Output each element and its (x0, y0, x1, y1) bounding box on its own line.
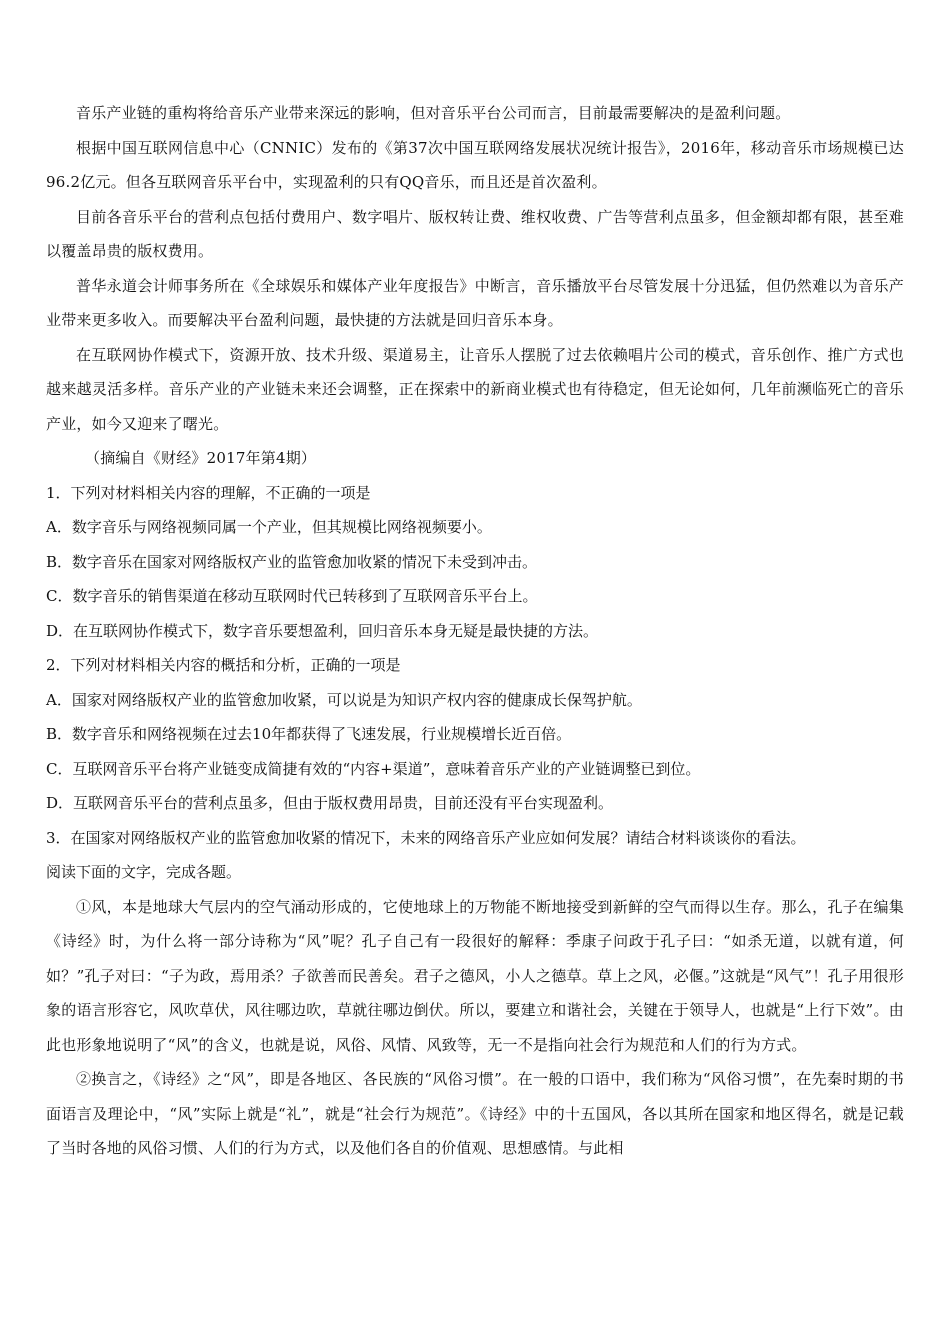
paragraph: 在互联网协作模式下，资源开放、技术升级、渠道易主，让音乐人摆脱了过去依赖唱片公司的模式，音乐创作、推广方式也越来越灵活多样。音乐产业的产业链未来还会调整，正在探索中的新商业模式也有待稳定，但无论如何，几年前濒临死亡的音乐产业，如今又迎来了曙光。 (46, 345, 904, 433)
option-c: C．数字音乐的销售渠道在移动互联网时代已转移到了互联网音乐平台上。 (46, 587, 538, 605)
option-d: D．在互联网协作模式下，数字音乐要想盈利，回归音乐本身无疑是最快捷的方法。 (46, 621, 599, 640)
paragraph: 根据中国互联网信息中心（CNNIC）发布的《第37次中国互联网络发展状况统计报告》，2016年，移动音乐市场规模已达96.2亿元。但各互联网音乐平台中，实现盈利的只有QQ音乐，而且还是首次盈利。 (46, 138, 904, 191)
option-c: C．互联网音乐平台将产业链变成简捷有效的“内容+渠道”，意味着音乐产业的产业链调整已到位。 (46, 759, 701, 778)
option-b: B．数字音乐和网络视频在过去10年都获得了飞速发展，行业规模增长近百倍。 (46, 725, 572, 743)
option-a: A．数字音乐与网络视频同属一个产业，但其规模比网络视频要小。 (46, 518, 492, 536)
question-3 (46, 821, 904, 856)
passage-paragraph-1: ①风，本是地球大气层内的空气涌动形成的，它使地球上的万物能不断地接受到新鲜的空气而得以生存。那么，孔子在编集《诗经》时，为什么将一部分诗称为“风”呢？孔子自己有一段很好的解释：季康子问政于孔子曰：“如杀无道，以就有道，何如？”孔子对曰：“子为政，焉用杀？子欲善而民善矣。君子之德风，小人之德草。草上之风，必偃。”这就是“风气”！孔子用很形象的语言形容它，风吹草伏，风往哪边吹，草就往哪边倒伏。所以，要建立和谐社会，关键在于领导人，也就是“上行下效”。由此也形象地说明了“风”的含义，也就是说，风俗、风情、风致等，无一不是指向社会行为规范和人们的行为方式。 (46, 897, 904, 1054)
question-1 (46, 476, 904, 649)
paragraph: 目前各音乐平台的营利点包括付费用户、数字唱片、版权转让费、维权收费、广告等营利点虽多，但金额却都有限，甚至难以覆盖昂贵的版权费用。 (46, 207, 904, 260)
reading-instruction: 阅读下面的文字，完成各题。 (46, 863, 242, 881)
question-stem: 1．下列对材料相关内容的理解，不正确的一项是 (46, 483, 371, 502)
question-stem: 3．在国家对网络版权产业的监管愈加收紧的情况下，未来的网络音乐产业应如何发展？请结合材料谈谈你的看法。 (46, 828, 806, 847)
passage-paragraph-2: ②换言之，《诗经》之“风”，即是各地区、各民族的“风俗习惯”。在一般的口语中，我们称为“风俗习惯”，在先秦时期的书面语言及理论中，“风”实际上就是“礼”，就是“社会行为规范”。《诗经》中的十五国风，各以其所在国家和地区得名，就是记载了当时各地的风俗习惯、人们的行为方式，以及他们各自的价值观、思想感情。与此相 (46, 1070, 904, 1157)
option-d: D．互联网音乐平台的营利点虽多，但由于版权费用昂贵，目前还没有平台实现盈利。 (46, 794, 614, 812)
question-stem: 2．下列对材料相关内容的概括和分析，正确的一项是 (46, 656, 401, 674)
paragraph: 普华永道会计师事务所在《全球娱乐和媒体产业年度报告》中断言，音乐播放平台尽管发展十分迅猛，但仍然难以为音乐产业带来更多收入。而要解决平台盈利问题，最快捷的方法就是回归音乐本身。 (46, 276, 904, 329)
option-b: B．数字音乐在国家对网络版权产业的监管愈加收紧的情况下未受到冲击。 (46, 552, 538, 571)
option-a: A．国家对网络版权产业的监管愈加收紧，可以说是为知识产权内容的健康成长保驾护航。 (46, 690, 642, 709)
paragraph: 音乐产业链的重构将给音乐产业带来深远的影响，但对音乐平台公司而言，目前最需要解决的是盈利问题。 (76, 104, 791, 122)
source-citation: （摘编自《财经》2017年第4期） (85, 449, 317, 467)
question-2 (46, 648, 904, 821)
